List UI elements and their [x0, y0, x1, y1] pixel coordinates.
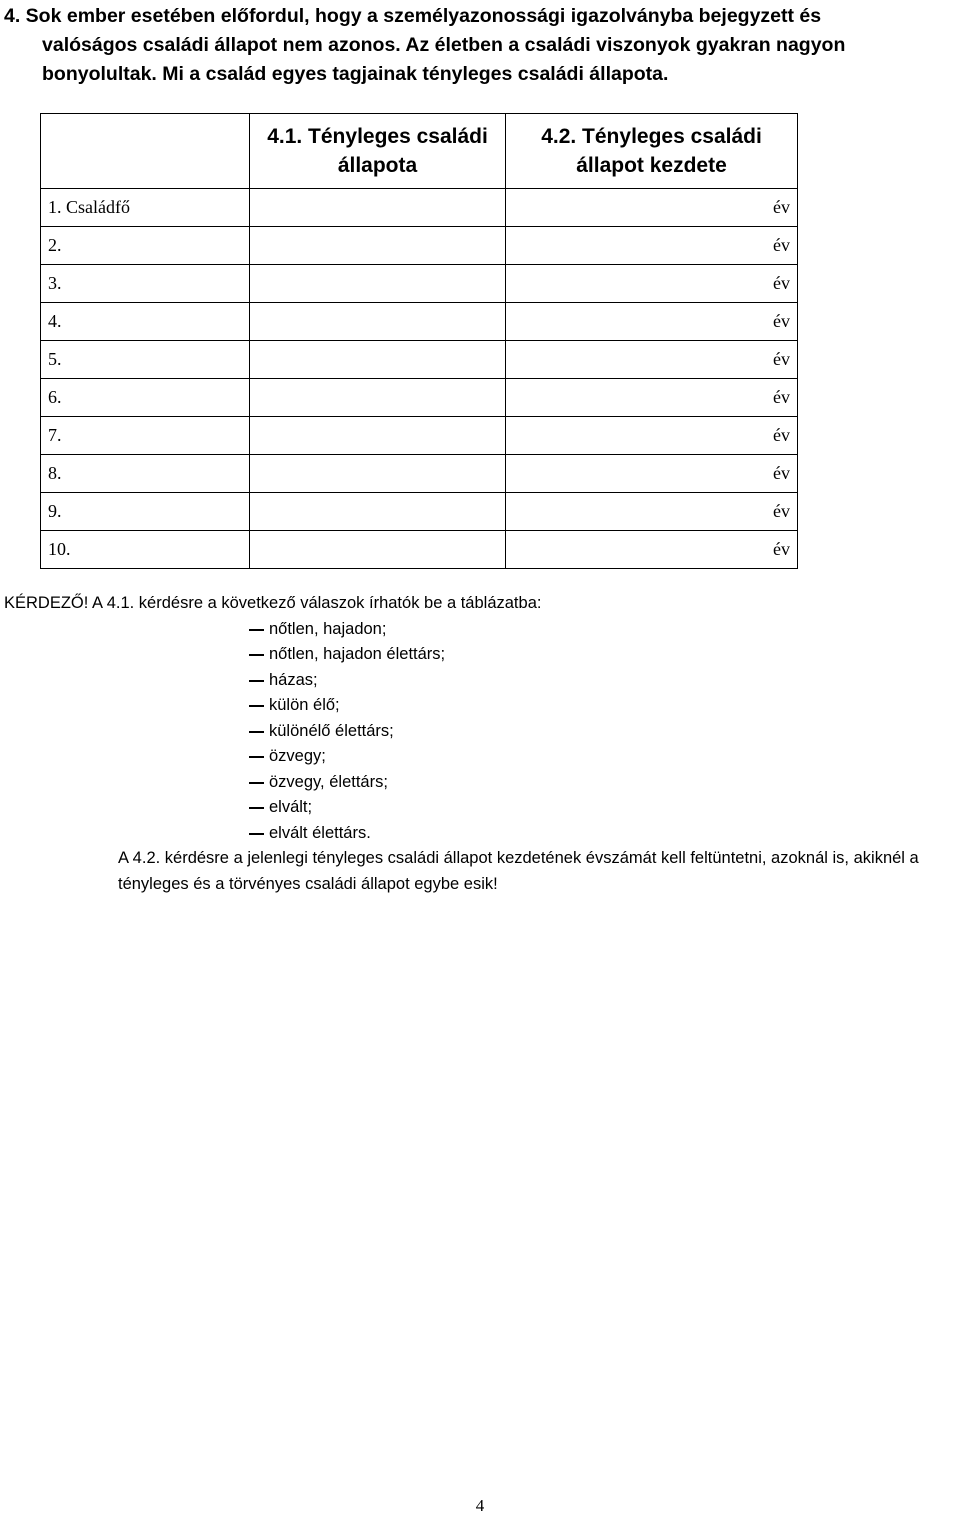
option-text: elvált; — [269, 798, 313, 816]
table-row — [41, 531, 798, 569]
year-unit-label: év — [773, 501, 790, 521]
header-empty-cell — [41, 114, 250, 189]
question-text — [4, 2, 954, 89]
year-unit-label: év — [773, 425, 790, 445]
dash-bullet-icon — [249, 782, 264, 784]
actual-status-field[interactable] — [250, 265, 506, 303]
actual-status-field[interactable] — [250, 379, 506, 417]
year-unit-label: év — [773, 463, 790, 483]
status-start-year-field[interactable] — [506, 265, 798, 303]
list-item — [249, 617, 954, 643]
year-unit-label: év — [773, 197, 790, 217]
table-row — [41, 341, 798, 379]
list-item — [249, 821, 954, 847]
member-label: 8. — [41, 455, 250, 493]
dash-bullet-icon — [249, 756, 264, 758]
question-line-1: 4. Sok ember esetében előfordul, hogy a személyazonossági igazolványba bejegyzett és — [4, 5, 822, 27]
member-label: 10. — [41, 531, 250, 569]
note-paragraph: A 4.2. kérdésre a jelenlegi tényleges családi állapot kezdetének évszámát kell feltüntetni, azoknál is, akiknél a tényleges és a törvényes családi állapot egybe esik! — [118, 849, 919, 893]
year-unit-label: év — [773, 387, 790, 407]
year-unit-label: év — [773, 235, 790, 255]
status-start-year-field[interactable] — [506, 341, 798, 379]
table-row — [41, 303, 798, 341]
table-row — [41, 189, 798, 227]
list-item — [249, 693, 954, 719]
option-text: nőtlen, hajadon élettárs; — [269, 645, 446, 663]
actual-status-field[interactable] — [250, 341, 506, 379]
question-line-3: bonyolultak. Mi a család egyes tagjainak tényleges családi állapota. — [42, 63, 669, 85]
year-unit-label: év — [773, 311, 790, 331]
table-body — [41, 189, 798, 569]
list-item — [249, 770, 954, 796]
status-start-year-field[interactable] — [506, 531, 798, 569]
table-row — [41, 493, 798, 531]
member-label: 3. — [41, 265, 250, 303]
note-intro: KÉRDEZŐ! A 4.1. kérdésre a következő válaszok írhatók be a táblázatba: — [4, 594, 542, 612]
member-label: 7. — [41, 417, 250, 455]
family-status-table — [40, 113, 798, 569]
list-item — [249, 719, 954, 745]
actual-status-field[interactable] — [250, 303, 506, 341]
table-row — [41, 417, 798, 455]
actual-status-field[interactable] — [250, 455, 506, 493]
option-text: özvegy, élettárs; — [269, 772, 388, 791]
status-start-year-field[interactable] — [506, 189, 798, 227]
option-text: özvegy; — [269, 747, 326, 765]
list-item — [249, 744, 954, 770]
dash-bullet-icon — [249, 833, 264, 835]
status-start-year-field[interactable] — [506, 303, 798, 341]
status-start-year-field[interactable] — [506, 493, 798, 531]
member-label: 2. — [41, 227, 250, 265]
year-unit-label: év — [773, 539, 790, 559]
member-label: 6. — [41, 379, 250, 417]
header-actual-status: 4.1. Tényleges családi állapota — [250, 114, 506, 189]
status-start-year-field[interactable] — [506, 455, 798, 493]
list-item — [249, 668, 954, 694]
member-label: 5. — [41, 341, 250, 379]
member-label: 4. — [41, 303, 250, 341]
option-text: különélő élettárs; — [269, 721, 394, 740]
page-number: 4 — [475, 1496, 485, 1515]
option-text: házas; — [269, 670, 318, 689]
header-status-start: 4.2. Tényleges családi állapot kezdete — [506, 114, 798, 189]
dash-bullet-icon — [249, 629, 264, 631]
dash-bullet-icon — [249, 731, 264, 733]
list-item — [249, 795, 954, 821]
table-row — [41, 227, 798, 265]
dash-bullet-icon — [249, 654, 264, 656]
status-start-year-field[interactable] — [506, 417, 798, 455]
dash-bullet-icon — [249, 807, 264, 809]
table-row — [41, 265, 798, 303]
dash-bullet-icon — [249, 705, 264, 707]
year-unit-label: év — [773, 273, 790, 293]
interviewer-note — [4, 591, 954, 897]
question-line-2: valóságos családi állapot nem azonos. Az életben a családi viszonyok gyakran nagyon — [42, 34, 846, 56]
status-start-year-field[interactable] — [506, 227, 798, 265]
option-text: nőtlen, hajadon; — [269, 619, 387, 638]
actual-status-field[interactable] — [250, 493, 506, 531]
dash-bullet-icon — [249, 680, 264, 682]
table-header-row — [41, 114, 798, 189]
member-label: 9. — [41, 493, 250, 531]
actual-status-field[interactable] — [250, 189, 506, 227]
table-row — [41, 455, 798, 493]
member-label: 1. Családfő — [41, 189, 250, 227]
table-row — [41, 379, 798, 417]
answer-options-list — [4, 617, 954, 847]
option-text: elvált élettárs. — [269, 823, 371, 842]
actual-status-field[interactable] — [250, 531, 506, 569]
actual-status-field[interactable] — [250, 417, 506, 455]
actual-status-field[interactable] — [250, 227, 506, 265]
year-unit-label: év — [773, 349, 790, 369]
status-start-year-field[interactable] — [506, 379, 798, 417]
option-text: külön élő; — [269, 696, 340, 714]
list-item — [249, 642, 954, 668]
